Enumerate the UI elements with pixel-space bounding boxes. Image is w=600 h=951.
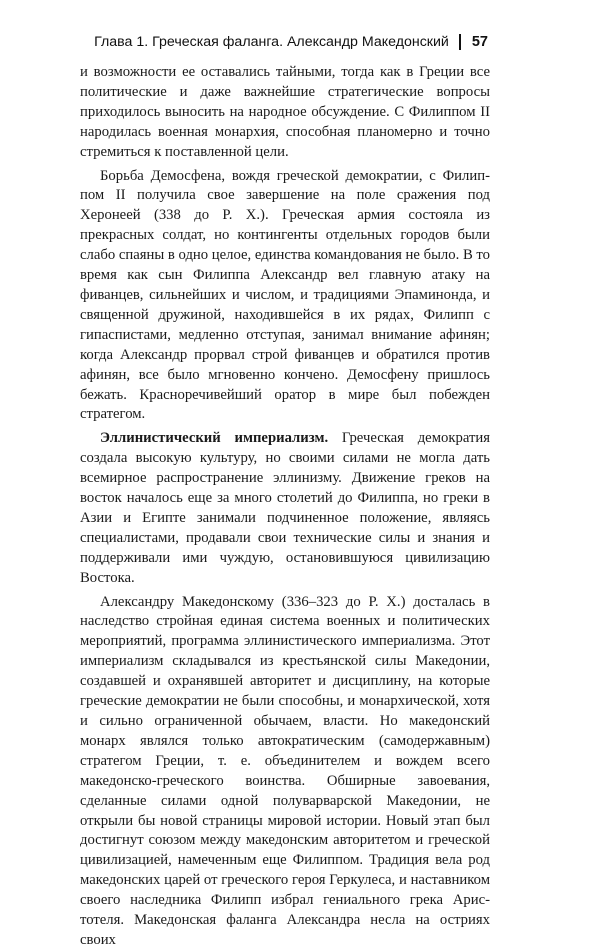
run-in-heading: Эллинистический империализм. — [100, 430, 329, 447]
paragraph-text: Греческая демократия создала высокую культуру, но своими силами не могла дать всемирное распространение эллинизму. Движение греков на восток началось еще за много столетий до Филиппа, но греки в Азии и Египте занимали подчиненное положение, являясь специалистами, продавали свои технические силы и знания и поддерживали ими чуждую, остановившуюся цивилизацию Востока. — [80, 430, 490, 586]
running-header — [94, 34, 488, 50]
paragraph-text: Борьба Демосфена, вождя греческой демократии, с Филиппом II получила свое завершение на поле сражения под Херонеей (338 до Р. Х.). Греческая армия состояла из прекрасных солдат, но контингенты отдельных городов были слабо спаяны в одно целое, единства командования не было. В то время как сын Филиппа Александр вел главную атаку на фиванцев, сильнейших и числом, и традициями Эпаминонда, и священной дружиной, находившейся в их рядах, Филипп с гипаспистами, медленно отступая, занимал внимание афинян; когда Александр прорвал строй фиванцев и обратился против афинян, все было мгновенно кончено. Демосфену пришлось бежать. Красноречивейший оратор в мире был побежден стратегом. — [80, 167, 490, 423]
header-separator — [459, 34, 461, 50]
paragraph — [80, 167, 490, 426]
paragraph-text: и возможности ее оставались тайными, тогда как в Греции все политические и даже важнейшие стратегические вопросы приходилось выносить на народное обсуждение. С Филиппом II народилась военная монархия, способная планомерно и точно стремиться к поставленной цели. — [80, 64, 490, 160]
paragraph — [80, 593, 490, 951]
chapter-title: Глава 1. Греческая фаланга. Александр Македонский — [94, 34, 449, 50]
body-text — [80, 63, 490, 951]
paragraph-continued — [80, 63, 490, 163]
paragraph-text: Александру Македонскому (336–323 до Р. Х.) досталась в наследство стройная единая система военных и политических мероприятий, программа эллинистического империализма. Этот империализм складывался из крестьянской силы Македонии, создавшей и охранявшей авторитет и дисциплину, на которые греческие демократии не были способны, и монархической, хотя и сильно ограниченной обычаем, власти. Но македонский монарх являлся только автократическим (самодержавным) стратегом Греции, т. е. объединителем и вождем всего македонско-греческого воинства. Обширные завоевания, сделанные силами одной полуварварской Македонии, не открыли бы новой страницы мировой истории. Новый этап был достигнут союзом между македонским авторитетом и греческой цивилизацией, намеченным еще Филиппом. Традиция вела род македонских царей от греческого героя Геркулеса, и наставником своего наследника Филипп избрал гениального грека Аристотеля. Македонская фаланга Александра несла на остриях своих — [80, 593, 490, 948]
page-number: 57 — [471, 34, 488, 50]
paragraph — [80, 429, 490, 588]
